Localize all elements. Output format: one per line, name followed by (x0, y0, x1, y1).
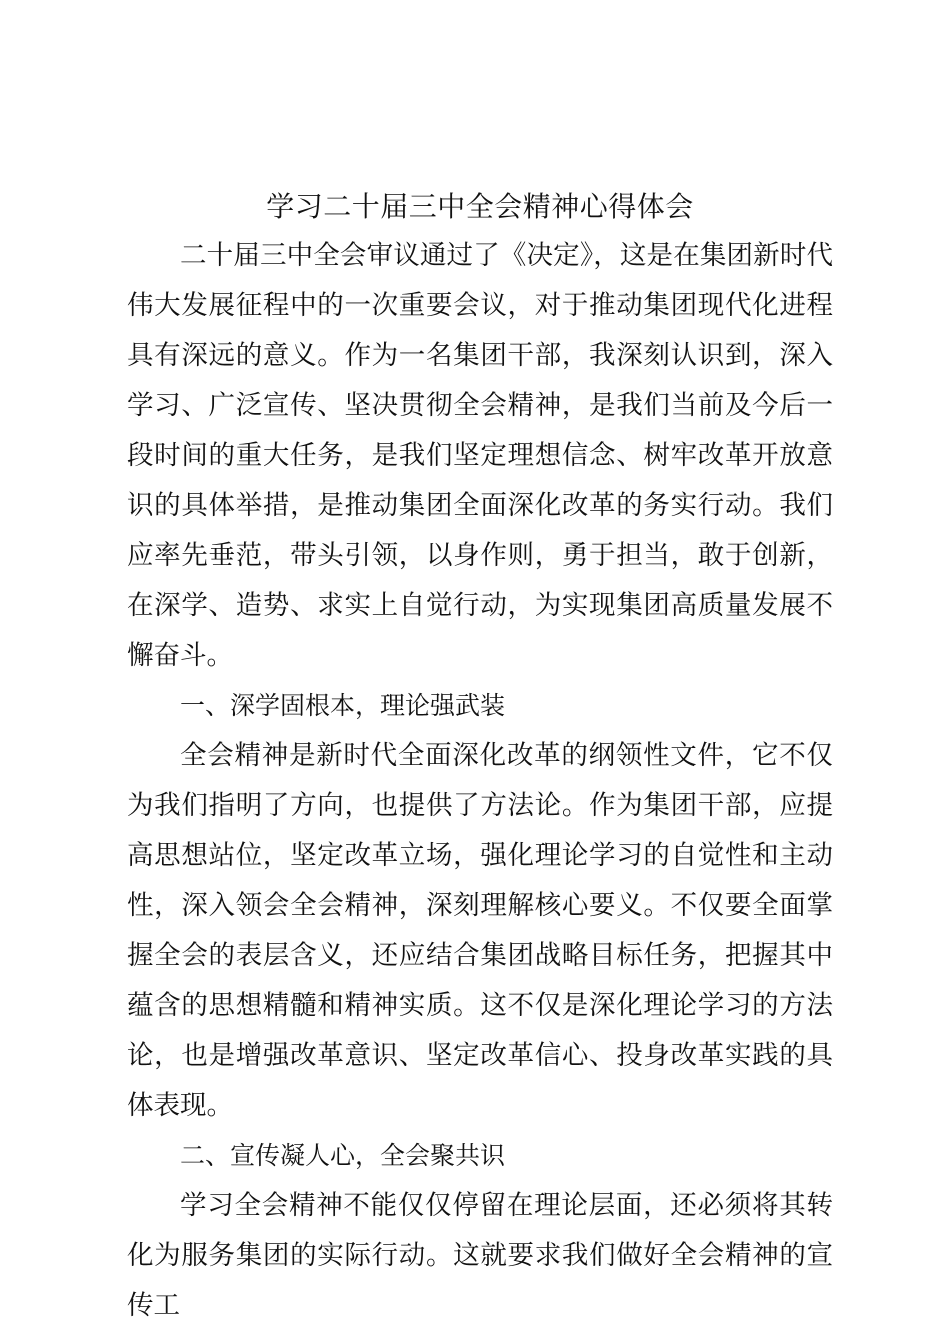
document-page (127, 183, 833, 1331)
paragraph-intro: 二十届三中全会审议通过了《决定》，这是在集团新时代伟大发展征程中的一次重要会议，对于推动集团现代化进程具有深远的意义。作为一名集团干部，我深刻认识到，深入学习、广泛宣传、坚决贯彻全会精神，是我们当前及今后一段时间的重大任务，是我们坚定理想信念、树牢改革开放意识的具体举措，是推动集团全面深化改革的务实行动。我们应率先垂范，带头引领，以身作则，勇于担当，敢于创新，在深学、造势、求实上自觉行动，为实现集团高质量发展不懈奋斗。 (127, 240, 833, 671)
paragraph-section-2: 学习全会精神不能仅仅停留在理论层面，还必须将其转化为服务集团的实际行动。这就要求我们做好全会精神的宣传工 (127, 1190, 833, 1321)
paragraph-section-1: 全会精神是新时代全面深化改革的纲领性文件，它不仅为我们指明了方向，也提供了方法论。作为集团干部，应提高思想站位，坚定改革立场，强化理论学习的自觉性和主动性，深入领会全会精神，深刻理解核心要义。不仅要全面掌握全会的表层含义，还应结合集团战略目标任务，把握其中蕴含的思想精髓和精神实质。这不仅是深化理论学习的方法论，也是增强改革意识、坚定改革信心、投身改革实践的具体表现。 (127, 740, 833, 1121)
section-heading-2: 二、宣传凝人心，全会聚共识 (180, 1141, 506, 1170)
section-heading-1: 一、深学固根本，理论强武装 (180, 691, 506, 720)
document-title: 学习二十届三中全会精神心得体会 (266, 190, 694, 223)
